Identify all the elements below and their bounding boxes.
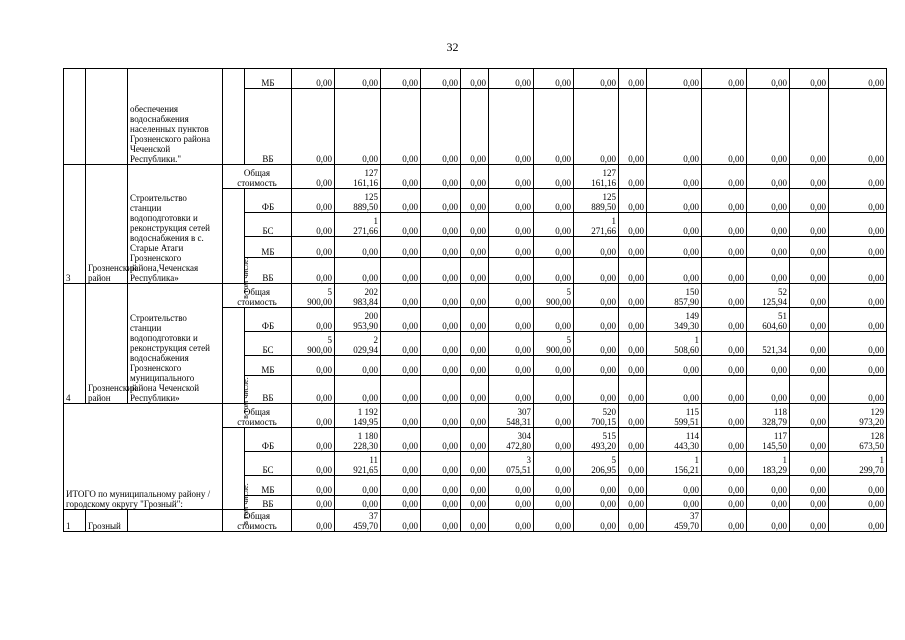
funding-type: ВБ	[245, 376, 292, 404]
value-cell: 0,00	[619, 332, 647, 356]
value-cell: 0,00	[292, 189, 335, 213]
value-cell: 0,00	[747, 213, 790, 237]
project-description: обеспечения водоснабжения населенных пунктов Грозненского района Чеченской Республики."	[128, 69, 223, 165]
value-cell: 1 180 228,30	[335, 428, 381, 452]
vertical-label-cell	[223, 308, 250, 419]
budget-table	[63, 68, 887, 532]
value-cell: 0,00	[461, 510, 489, 532]
value-cell: 0,00	[381, 404, 421, 428]
total-label: ИТОГО по муниципальному району / городскому округу "Грозный":	[64, 404, 223, 510]
district-cell: Грозненский район	[86, 284, 128, 404]
funding-type: ФБ	[245, 189, 292, 213]
funding-type: МБ	[245, 476, 292, 496]
value-cell: 0,00	[292, 308, 335, 332]
value-cell: 0,00	[619, 308, 647, 332]
value-cell: 1 271,66	[335, 213, 381, 237]
value-cell: 0,00	[829, 376, 887, 404]
value-cell: 0,00	[335, 258, 381, 284]
value-cell: 0,00	[421, 376, 461, 404]
vertical-label-cell	[223, 69, 245, 165]
value-cell: 0,00	[489, 258, 534, 284]
value-cell: 0,00	[647, 258, 702, 284]
value-cell: 521,34	[747, 332, 790, 356]
value-cell: 1 183,29	[747, 452, 790, 476]
value-cell: 0,00	[489, 356, 534, 376]
value-cell: 0,00	[489, 284, 534, 308]
value-cell: 0,00	[619, 356, 647, 376]
value-cell: 0,00	[574, 308, 619, 332]
value-cell: 0,00	[619, 404, 647, 428]
value-cell: 0,00	[421, 69, 461, 89]
value-cell: 0,00	[461, 376, 489, 404]
value-cell: 0,00	[702, 189, 747, 213]
district-cell	[86, 69, 128, 165]
value-cell: 1 508,60	[647, 332, 702, 356]
value-cell: 0,00	[461, 237, 489, 258]
value-cell: 0,00	[829, 237, 887, 258]
value-cell: 117 145,50	[747, 428, 790, 452]
value-cell: 0,00	[829, 510, 887, 532]
value-cell: 127 161,16	[574, 165, 619, 189]
value-cell: 0,00	[534, 404, 574, 428]
value-cell: 0,00	[381, 428, 421, 452]
value-cell: 0,00	[574, 237, 619, 258]
value-cell: 0,00	[292, 376, 335, 404]
value-cell: 0,00	[829, 284, 887, 308]
value-cell: 0,00	[381, 376, 421, 404]
value-cell: 0,00	[381, 476, 421, 496]
value-cell: 0,00	[619, 258, 647, 284]
value-cell: 0,00	[534, 213, 574, 237]
value-cell: 0,00	[619, 452, 647, 476]
vertical-label: в том числе:	[240, 257, 250, 299]
value-cell: 0,00	[790, 89, 829, 165]
value-cell: 0,00	[461, 428, 489, 452]
num-cell	[64, 69, 86, 165]
value-cell: 0,00	[489, 189, 534, 213]
value-cell: 0,00	[534, 69, 574, 89]
value-cell: 0,00	[702, 404, 747, 428]
value-cell: 0,00	[702, 308, 747, 332]
value-cell: 0,00	[647, 213, 702, 237]
value-cell: 118 328,79	[747, 404, 790, 428]
value-cell: 0,00	[702, 332, 747, 356]
value-cell: 0,00	[292, 428, 335, 452]
value-cell: 0,00	[790, 165, 829, 189]
value-cell: 0,00	[747, 258, 790, 284]
value-cell: 0,00	[381, 308, 421, 332]
value-cell: 0,00	[335, 69, 381, 89]
value-cell: 0,00	[647, 69, 702, 89]
value-cell: 0,00	[619, 237, 647, 258]
value-cell: 0,00	[574, 332, 619, 356]
value-cell: 0,00	[335, 89, 381, 165]
value-cell: 0,00	[489, 496, 534, 510]
value-cell: 0,00	[790, 510, 829, 532]
num-cell: 1	[64, 510, 86, 532]
value-cell: 0,00	[574, 356, 619, 376]
value-cell: 0,00	[381, 284, 421, 308]
value-cell: 0,00	[421, 165, 461, 189]
value-cell: 0,00	[534, 237, 574, 258]
value-cell: 0,00	[747, 510, 790, 532]
value-cell: 0,00	[381, 332, 421, 356]
table-body	[64, 69, 887, 532]
table-row	[64, 510, 887, 532]
value-cell: 0,00	[421, 452, 461, 476]
funding-type: ВБ	[245, 89, 292, 165]
value-cell: 0,00	[292, 213, 335, 237]
value-cell: 0,00	[292, 452, 335, 476]
value-cell: 0,00	[381, 89, 421, 165]
district-cell: Грозненский район	[86, 165, 128, 284]
value-cell: 0,00	[421, 308, 461, 332]
value-cell: 0,00	[702, 376, 747, 404]
value-cell: 0,00	[461, 308, 489, 332]
value-cell: 0,00	[421, 428, 461, 452]
value-cell: 0,00	[381, 165, 421, 189]
value-cell: 0,00	[747, 496, 790, 510]
value-cell: 0,00	[381, 452, 421, 476]
value-cell: 0,00	[619, 165, 647, 189]
value-cell: 0,00	[790, 376, 829, 404]
value-cell: 0,00	[335, 237, 381, 258]
value-cell: 0,00	[790, 237, 829, 258]
value-cell: 0,00	[747, 189, 790, 213]
value-cell: 0,00	[747, 356, 790, 376]
value-cell: 0,00	[335, 376, 381, 404]
value-cell: 0,00	[702, 213, 747, 237]
value-cell: 5 206,95	[574, 452, 619, 476]
value-cell: 0,00	[421, 496, 461, 510]
value-cell: 150 857,90	[647, 284, 702, 308]
value-cell: 3 075,51	[489, 452, 534, 476]
value-cell: 0,00	[534, 308, 574, 332]
value-cell: 0,00	[421, 237, 461, 258]
value-cell: 0,00	[292, 476, 335, 496]
value-cell: 0,00	[421, 510, 461, 532]
value-cell: 0,00	[619, 510, 647, 532]
value-cell: 149 349,30	[647, 308, 702, 332]
funding-type: БС	[245, 332, 292, 356]
value-cell: 0,00	[489, 332, 534, 356]
value-cell: 0,00	[421, 404, 461, 428]
funding-type: МБ	[245, 356, 292, 376]
value-cell: 0,00	[647, 476, 702, 496]
value-cell: 0,00	[381, 189, 421, 213]
funding-type: ВБ	[245, 496, 292, 510]
value-cell: 0,00	[829, 308, 887, 332]
value-cell: 37 459,70	[335, 510, 381, 532]
value-cell: 0,00	[647, 237, 702, 258]
value-cell: 0,00	[619, 69, 647, 89]
value-cell: 0,00	[790, 496, 829, 510]
funding-type: ФБ	[245, 428, 292, 452]
value-cell: 0,00	[829, 476, 887, 496]
value-cell: 0,00	[461, 284, 489, 308]
value-cell: 5 900,00	[534, 332, 574, 356]
funding-type: ФБ	[245, 308, 292, 332]
value-cell: 0,00	[489, 376, 534, 404]
value-cell: 0,00	[292, 69, 335, 89]
value-cell: 0,00	[421, 189, 461, 213]
table-row	[64, 69, 887, 89]
value-cell: 0,00	[381, 510, 421, 532]
value-cell: 0,00	[421, 258, 461, 284]
value-cell: 0,00	[461, 356, 489, 376]
value-cell: 0,00	[829, 356, 887, 376]
value-cell: 0,00	[292, 237, 335, 258]
value-cell: 0,00	[381, 213, 421, 237]
value-cell: 0,00	[489, 476, 534, 496]
district-cell: Грозный	[86, 510, 128, 532]
value-cell: 11 921,65	[335, 452, 381, 476]
value-cell: 0,00	[421, 356, 461, 376]
value-cell: 52 125,94	[747, 284, 790, 308]
value-cell: 0,00	[489, 69, 534, 89]
value-cell: 0,00	[790, 258, 829, 284]
value-cell: 0,00	[292, 496, 335, 510]
value-cell: 0,00	[829, 496, 887, 510]
value-cell: 0,00	[747, 376, 790, 404]
value-cell: 0,00	[747, 69, 790, 89]
value-cell: 0,00	[534, 89, 574, 165]
value-cell: 0,00	[574, 284, 619, 308]
value-cell: 0,00	[574, 89, 619, 165]
value-cell: 0,00	[574, 376, 619, 404]
value-cell: 0,00	[702, 476, 747, 496]
funding-type: ВБ	[245, 258, 292, 284]
total-cost-label: Общая стоимость	[223, 165, 292, 189]
value-cell: 0,00	[790, 404, 829, 428]
num-cell: 3	[64, 165, 86, 284]
project-description	[128, 510, 223, 532]
funding-type: МБ	[245, 69, 292, 89]
value-cell: 5 900,00	[292, 284, 335, 308]
value-cell: 0,00	[292, 356, 335, 376]
value-cell: 0,00	[619, 376, 647, 404]
value-cell: 0,00	[747, 165, 790, 189]
value-cell: 0,00	[534, 476, 574, 496]
value-cell: 0,00	[421, 476, 461, 496]
page-number: 32	[446, 40, 459, 54]
value-cell: 0,00	[461, 496, 489, 510]
value-cell: 0,00	[702, 452, 747, 476]
value-cell: 51 604,60	[747, 308, 790, 332]
total-cost-label: Общая стоимость	[223, 284, 292, 308]
value-cell: 0,00	[829, 332, 887, 356]
value-cell: 5 900,00	[292, 332, 335, 356]
value-cell: 0,00	[574, 496, 619, 510]
value-cell: 0,00	[702, 258, 747, 284]
value-cell: 0,00	[489, 237, 534, 258]
value-cell: 0,00	[461, 89, 489, 165]
value-cell: 0,00	[702, 428, 747, 452]
value-cell: 0,00	[489, 213, 534, 237]
value-cell: 0,00	[790, 332, 829, 356]
value-cell: 0,00	[292, 165, 335, 189]
value-cell: 0,00	[647, 376, 702, 404]
value-cell: 0,00	[647, 189, 702, 213]
value-cell: 515 493,20	[574, 428, 619, 452]
value-cell: 0,00	[829, 258, 887, 284]
value-cell: 0,00	[292, 89, 335, 165]
value-cell: 0,00	[534, 496, 574, 510]
value-cell: 0,00	[292, 404, 335, 428]
value-cell: 307 548,31	[489, 404, 534, 428]
value-cell: 0,00	[702, 165, 747, 189]
value-cell: 0,00	[790, 452, 829, 476]
value-cell: 0,00	[619, 428, 647, 452]
value-cell: 0,00	[790, 428, 829, 452]
value-cell: 5 900,00	[534, 284, 574, 308]
vertical-label: в том числе:	[240, 377, 250, 419]
value-cell: 0,00	[574, 258, 619, 284]
value-cell: 0,00	[335, 476, 381, 496]
value-cell: 0,00	[534, 376, 574, 404]
value-cell: 0,00	[702, 496, 747, 510]
vertical-label-cell	[223, 189, 250, 299]
value-cell: 520 700,15	[574, 404, 619, 428]
value-cell: 114 443,30	[647, 428, 702, 452]
value-cell: 1 192 149,95	[335, 404, 381, 428]
value-cell: 0,00	[619, 189, 647, 213]
funding-type: МБ	[245, 237, 292, 258]
value-cell: 0,00	[421, 284, 461, 308]
value-cell: 0,00	[574, 510, 619, 532]
value-cell: 0,00	[461, 189, 489, 213]
value-cell: 0,00	[381, 496, 421, 510]
value-cell: 1 271,66	[574, 213, 619, 237]
total-cost-label: Общая стоимость	[223, 404, 292, 428]
project-description: Строительство станции водоподготовки и реконструкция сетей водоснабжения в с. Старые Атаги Грозненского района,Чеченская Республика»	[128, 165, 223, 284]
value-cell: 0,00	[829, 189, 887, 213]
value-cell: 0,00	[790, 356, 829, 376]
value-cell: 115 599,51	[647, 404, 702, 428]
value-cell: 128 673,50	[829, 428, 887, 452]
value-cell: 202 983,84	[335, 284, 381, 308]
value-cell: 0,00	[647, 356, 702, 376]
value-cell: 0,00	[829, 69, 887, 89]
value-cell: 0,00	[619, 89, 647, 165]
value-cell: 0,00	[647, 89, 702, 165]
value-cell: 0,00	[790, 213, 829, 237]
value-cell: 0,00	[790, 284, 829, 308]
value-cell: 200 953,90	[335, 308, 381, 332]
value-cell: 0,00	[747, 89, 790, 165]
value-cell: 127 161,16	[335, 165, 381, 189]
value-cell: 0,00	[292, 510, 335, 532]
value-cell: 0,00	[534, 428, 574, 452]
value-cell: 0,00	[534, 452, 574, 476]
value-cell: 0,00	[534, 189, 574, 213]
total-cost-label: Общая стоимость	[223, 510, 292, 532]
table-row	[64, 165, 887, 189]
value-cell: 0,00	[461, 332, 489, 356]
value-cell: 1 299,70	[829, 452, 887, 476]
value-cell: 129 973,20	[829, 404, 887, 428]
value-cell: 0,00	[619, 496, 647, 510]
vertical-label: в том числе:	[240, 483, 250, 525]
value-cell: 0,00	[574, 69, 619, 89]
value-cell: 0,00	[335, 356, 381, 376]
vertical-label-cell	[223, 428, 250, 525]
value-cell: 0,00	[790, 69, 829, 89]
value-cell: 0,00	[421, 89, 461, 165]
value-cell: 0,00	[489, 165, 534, 189]
value-cell: 0,00	[829, 165, 887, 189]
value-cell: 0,00	[461, 69, 489, 89]
value-cell: 0,00	[790, 476, 829, 496]
value-cell: 0,00	[534, 510, 574, 532]
funding-type: БС	[245, 452, 292, 476]
value-cell: 0,00	[461, 452, 489, 476]
value-cell: 125 889,50	[335, 189, 381, 213]
value-cell: 0,00	[790, 308, 829, 332]
value-cell: 0,00	[489, 308, 534, 332]
value-cell: 0,00	[829, 89, 887, 165]
value-cell: 0,00	[335, 496, 381, 510]
value-cell: 0,00	[534, 356, 574, 376]
project-description: Строительство станции водоподготовки и реконструкция сетей водоснабжения Грозненского муниципального района Чеченской Республики»	[128, 284, 223, 404]
value-cell: 0,00	[619, 284, 647, 308]
num-cell: 4	[64, 284, 86, 404]
value-cell: 0,00	[461, 476, 489, 496]
value-cell: 0,00	[647, 496, 702, 510]
value-cell: 0,00	[619, 213, 647, 237]
value-cell: 0,00	[534, 258, 574, 284]
value-cell: 0,00	[381, 258, 421, 284]
value-cell: 1 156,21	[647, 452, 702, 476]
value-cell: 37 459,70	[647, 510, 702, 532]
value-cell: 0,00	[574, 476, 619, 496]
value-cell: 125 889,50	[574, 189, 619, 213]
value-cell: 0,00	[461, 258, 489, 284]
value-cell: 0,00	[461, 165, 489, 189]
value-cell: 0,00	[702, 89, 747, 165]
value-cell: 0,00	[702, 237, 747, 258]
value-cell: 0,00	[702, 284, 747, 308]
value-cell: 0,00	[702, 510, 747, 532]
value-cell: 0,00	[790, 189, 829, 213]
funding-type: БС	[245, 213, 292, 237]
value-cell: 0,00	[381, 356, 421, 376]
table-row	[64, 284, 887, 308]
value-cell: 0,00	[619, 476, 647, 496]
value-cell: 0,00	[829, 213, 887, 237]
value-cell: 0,00	[534, 165, 574, 189]
value-cell: 0,00	[747, 476, 790, 496]
value-cell: 0,00	[702, 356, 747, 376]
value-cell: 0,00	[421, 332, 461, 356]
value-cell: 0,00	[489, 89, 534, 165]
table-row	[64, 404, 887, 428]
value-cell: 0,00	[292, 258, 335, 284]
value-cell: 0,00	[647, 165, 702, 189]
value-cell: 0,00	[421, 213, 461, 237]
value-cell: 0,00	[461, 213, 489, 237]
value-cell: 0,00	[461, 404, 489, 428]
value-cell: 0,00	[702, 69, 747, 89]
value-cell: 0,00	[489, 510, 534, 532]
value-cell: 2 029,94	[335, 332, 381, 356]
value-cell: 0,00	[381, 237, 421, 258]
value-cell: 0,00	[381, 69, 421, 89]
value-cell: 304 472,80	[489, 428, 534, 452]
value-cell: 0,00	[747, 237, 790, 258]
